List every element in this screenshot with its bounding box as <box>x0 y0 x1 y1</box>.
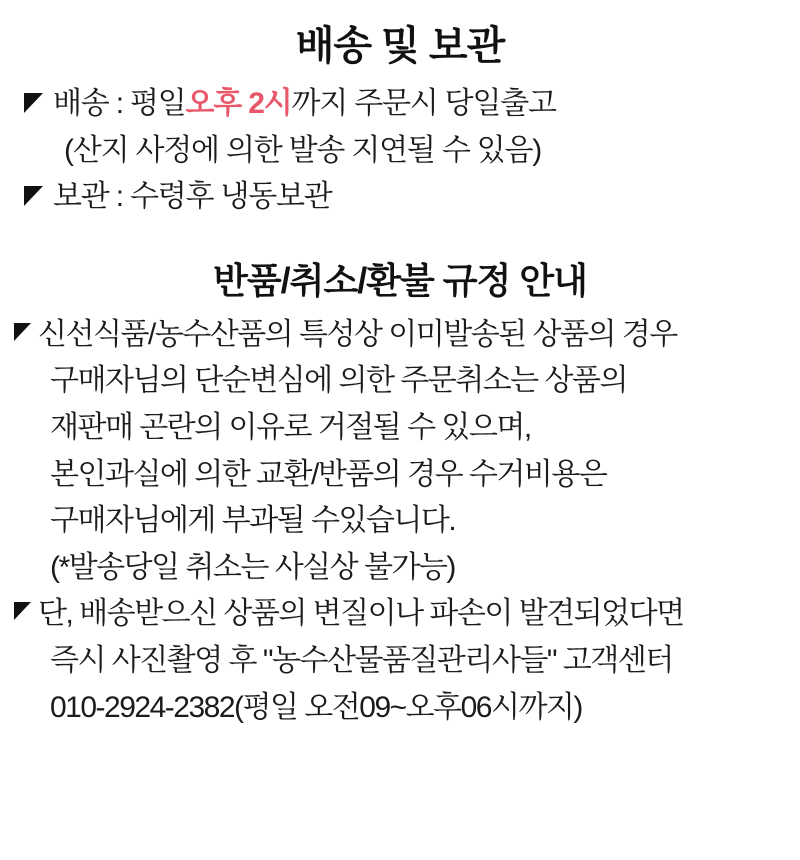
shipping-section <box>0 83 800 219</box>
shipping-line-3-text: 보관 : 수령후 냉동보관 <box>53 180 332 214</box>
shipping-line-1-part-3: 까지 주문시 당일출고 <box>291 87 556 120</box>
policy-line-9 <box>14 687 786 730</box>
policy-line-5 <box>14 500 786 543</box>
shipping-line-3 <box>24 176 786 219</box>
policy-line-6-text: (*발송당일 취소는 사실상 불가능) <box>50 550 455 584</box>
shipping-line-1 <box>24 83 786 126</box>
triangle-bullet-icon <box>24 93 43 113</box>
page-title: 배송 및 보관 <box>295 24 505 68</box>
policy-line-5-text: 구매자님에게 부과될 수있습니다. <box>50 504 456 538</box>
triangle-bullet-icon <box>14 602 31 620</box>
policy-line-7 <box>14 593 786 636</box>
policy-line-8-text: 즉시 사진촬영 후 "농수산물품질관리사들" 고객센터 <box>50 643 673 677</box>
policy-section <box>0 314 800 729</box>
policy-line-6 <box>14 547 786 590</box>
shipping-line-1-highlight: 오후 2시 <box>185 87 292 120</box>
policy-line-7-text: 단, 배송받으신 상품의 변질이나 파손이 발견되었다면 <box>38 597 684 631</box>
policy-line-2-text: 구매자님의 단순변심에 의한 주문취소는 상품의 <box>50 364 627 398</box>
shipping-line-1-part-1: 배송 : 평일 <box>53 87 186 120</box>
policy-line-1-text: 신선식품/농수산품의 특성상 이미발송된 상품의 경우 <box>38 317 677 351</box>
triangle-bullet-icon <box>14 323 31 341</box>
policy-line-4-text: 본인과실에 의한 교환/반품의 경우 수거비용은 <box>50 457 607 491</box>
customer-center-phone: 010-2924-2382(평일 오전09~오후06시까지) <box>50 690 582 724</box>
policy-line-3-text: 재판매 곤란의 이유로 거절될 수 있으며, <box>50 410 531 444</box>
policy-line-8 <box>14 640 786 683</box>
policy-line-1 <box>14 314 786 357</box>
notice-document <box>0 14 800 860</box>
shipping-line-2-text: (산지 사정에 의한 발송 지연될 수 있음) <box>64 133 542 167</box>
policy-line-4 <box>14 454 786 497</box>
policy-line-2 <box>14 360 786 403</box>
shipping-line-2 <box>24 130 786 173</box>
policy-line-3 <box>14 407 786 450</box>
triangle-bullet-icon <box>24 186 43 206</box>
policy-heading: 반품/취소/환불 규정 안내 <box>213 259 587 301</box>
